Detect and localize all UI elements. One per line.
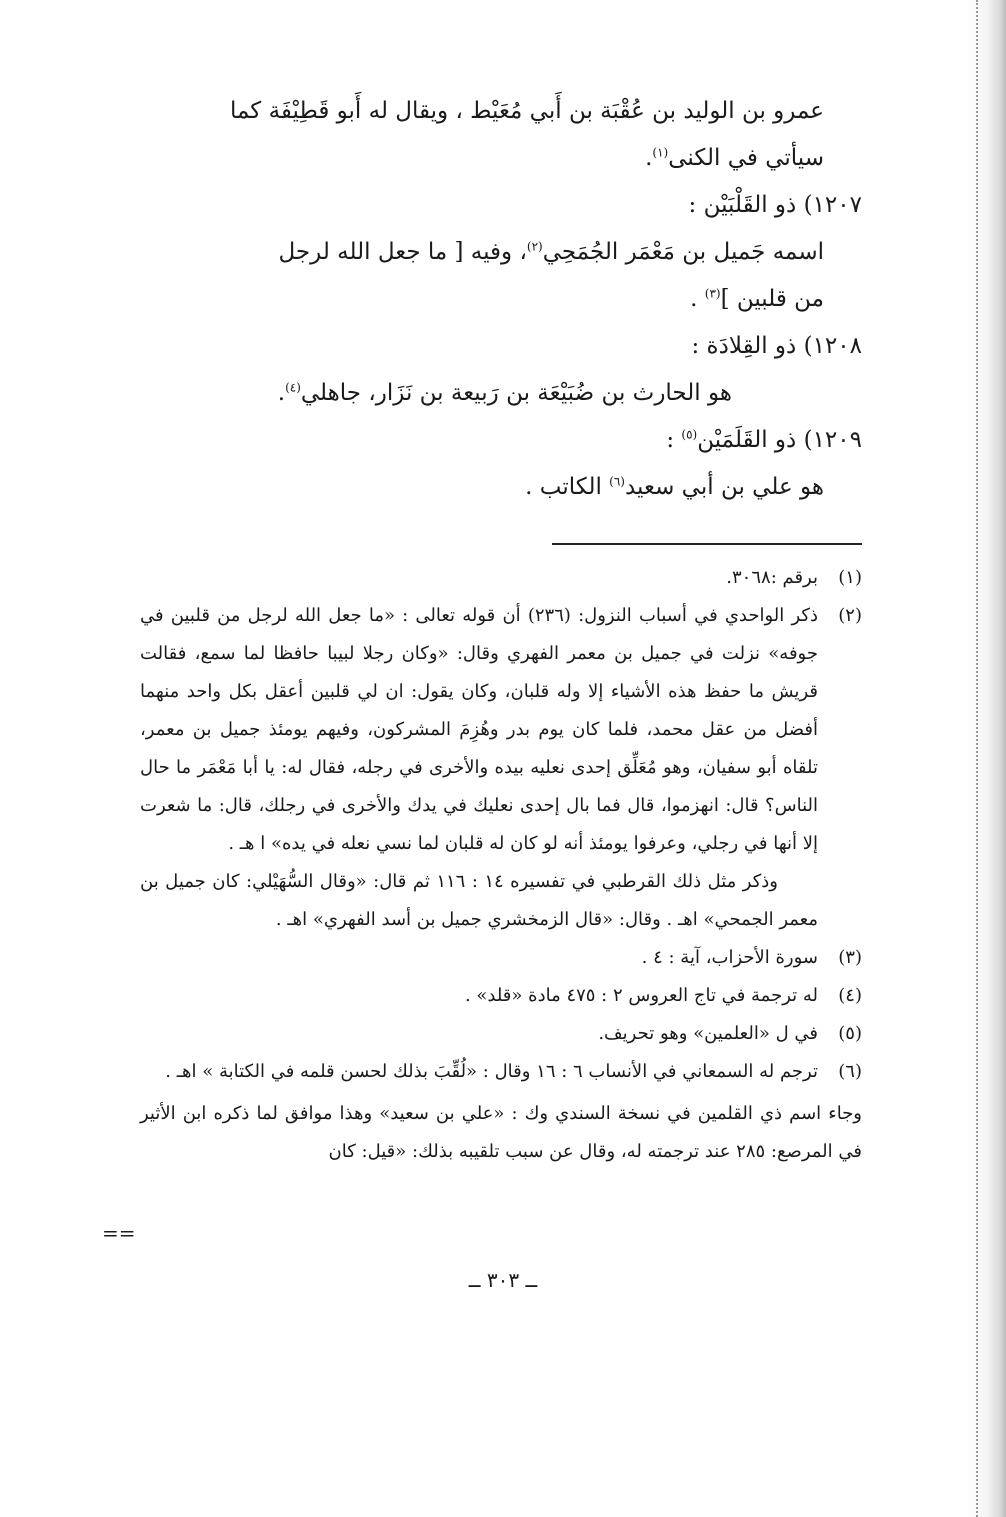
footnote-line: جميل بن معمر الجمحي» اهـ . وقال: «قال الزمخشري جميل بن أسد الفهري» اهـ . [140,871,818,930]
entry-number: ١٢٠٩) [803,427,862,453]
footnote-1 [140,559,862,597]
footnote-ref: (٣) [704,286,721,301]
footnote-6-continuation [140,1095,862,1171]
page-number: ــ ٣٠٣ ــ [468,1268,538,1292]
entry-title: ذو القَلَمَيْن [697,427,797,453]
footnote-text [140,1053,818,1091]
footnote-line: والأخرى في رجلك، قال: ما شعرت إلا أنها في رجلي، وعرفوا يومئذ أنه لو كان [140,795,818,854]
footnote-2 [140,597,862,863]
entry-1208-heading [140,323,862,370]
entry-1208-end: . [277,380,286,406]
continuation-line-1: عمرو بن الوليد بن عُقْبَة بن أَبي مُعَيْط ، ويقال له أَبو قَطِيْفَة كما [230,98,824,124]
entry-1207-body [140,229,862,323]
footnote-ref: (٦) [609,474,625,489]
footnote-ref: (٥) [681,427,698,442]
footnote-text: سورة الأحزاب، آية : ٤ . [641,947,818,968]
footnote-number: (١) [838,567,862,588]
footnote-separator [552,543,862,545]
footnote-line: الكتابة » اهـ . [165,1061,265,1082]
entry-1207-line-2: من قلبين ] [720,286,824,312]
footnote-ref: (٢) [526,239,543,254]
footnote-text [140,597,818,863]
entry-1207-line-1a: اسمه جَميل بن مَعْمَر الجُمَحِي [542,239,824,265]
continuation-line-2-end: . [645,145,653,171]
entry-1209-heading [140,417,862,464]
continuation-mark: == [102,1221,136,1245]
main-text [140,88,862,511]
entry-number: ١٢٠٧) [803,192,862,218]
footnote-line: ترجم له السمعاني في الأنساب ٦ : ١٦ وقال : «لُقِّبَ بذلك لحسن قلمه في [270,1061,818,1082]
footnote-ref: (١) [652,145,669,160]
footnote-6 [140,1053,862,1091]
footnote-text: له ترجمة في تاج العروس ٢ : ٤٧٥ مادة «قلد» . [464,985,818,1006]
footnote-number: (٣) [838,947,862,968]
entry-1209-end: الكاتب . [525,474,610,500]
footnote-4 [140,977,862,1015]
footnote-number: (٥) [838,1023,862,1044]
footnote-line: جميل بن معمر، تلقاه أبو سفيان، وهو مُعَلِّق إحدى نعليه بيده والأخرى في رجله، [140,719,818,778]
footnote-line: واحد منهما أفضل من عقل محمد، فلما كان يوم بدر وهُزِمَ المشركون، وفيهم يومئذ [140,681,819,740]
entry-title: ذو القَلْبَيْن : [688,192,797,218]
footnote-line: ذكر الواحدي في أسباب النزول: (٢٣٦) أن قوله تعالى : «ما جعل الله لرجل من قلبين [170,605,818,626]
footnote-2-continuation [140,863,862,939]
footnote-line: له قلبان لما نسي نعله في يده» ا هـ . [228,833,505,854]
entry-1207-line-1b: ، وفيه [ ما جعل الله لرجل [278,239,527,265]
footnote-number: (٤) [838,985,862,1006]
footnote-3 [140,939,862,977]
footnote-line: فقال له: يا أبا مَعْمَر ما حال الناس؟ قال: انهزموا، قال فما بال إحدى نعليك في يدك [140,757,818,816]
footnote-number: (٢) [838,605,862,626]
entry-1207-heading [140,182,862,229]
footnote-line: وجاء اسم ذي القلمين في نسخة السندي وك : «علي بن سعيد» وهذا موافق لما ذكره [213,1103,862,1124]
continuation-line-2: سيأتي في الكنى [668,145,824,171]
entry-1209-body [140,464,862,511]
entry-1208-text: هو الحارث بن ضُبَيْعَة بن رَبيعة بن نَزَار، جاهلي [300,380,732,406]
continuation-paragraph [140,88,862,182]
footnote-number: (٦) [838,1061,862,1082]
footnote-line: ابن الأثير في المرصع: ٢٨٥ عند ترجمته له، وقال عن سبب تلقيبه بذلك: «قيل: كان [140,1103,862,1162]
footnote-5 [140,1015,862,1053]
footnote-ref: (٤) [285,380,301,395]
footnote-line: وذكر مثل ذلك القرطبي في تفسيره ١٤ : ١١٦ ثم قال: «وقال السُّهَيْلي: كان [212,871,778,892]
entry-title-end: : [666,427,682,453]
entry-1207-line-2-end: . [690,286,705,312]
entry-1208-body [140,370,862,417]
footnote-line: في جوفه» نزلت في جميل بن معمر الفهري وقال: «وكان رجلا لبيبا حافظا لما سمع، [140,605,818,664]
footnote-line: فقالت قريش ما حفظ هذه الأشياء إلا وله قلبان، وكان يقول: ان لي قلبين أعقل بكل [140,643,818,702]
footnotes [140,559,862,1171]
entry-1209-text: هو علي بن أبي سعيد [624,474,824,500]
entry-title: ذو القِلادَة : [691,333,797,359]
footnote-text: برقم :٣٠٦٨. [726,567,818,588]
footnote-text: في ل «العلمين» وهو تحريف. [598,1023,818,1044]
page-body [140,88,862,1171]
entry-number: ١٢٠٨) [803,333,862,359]
